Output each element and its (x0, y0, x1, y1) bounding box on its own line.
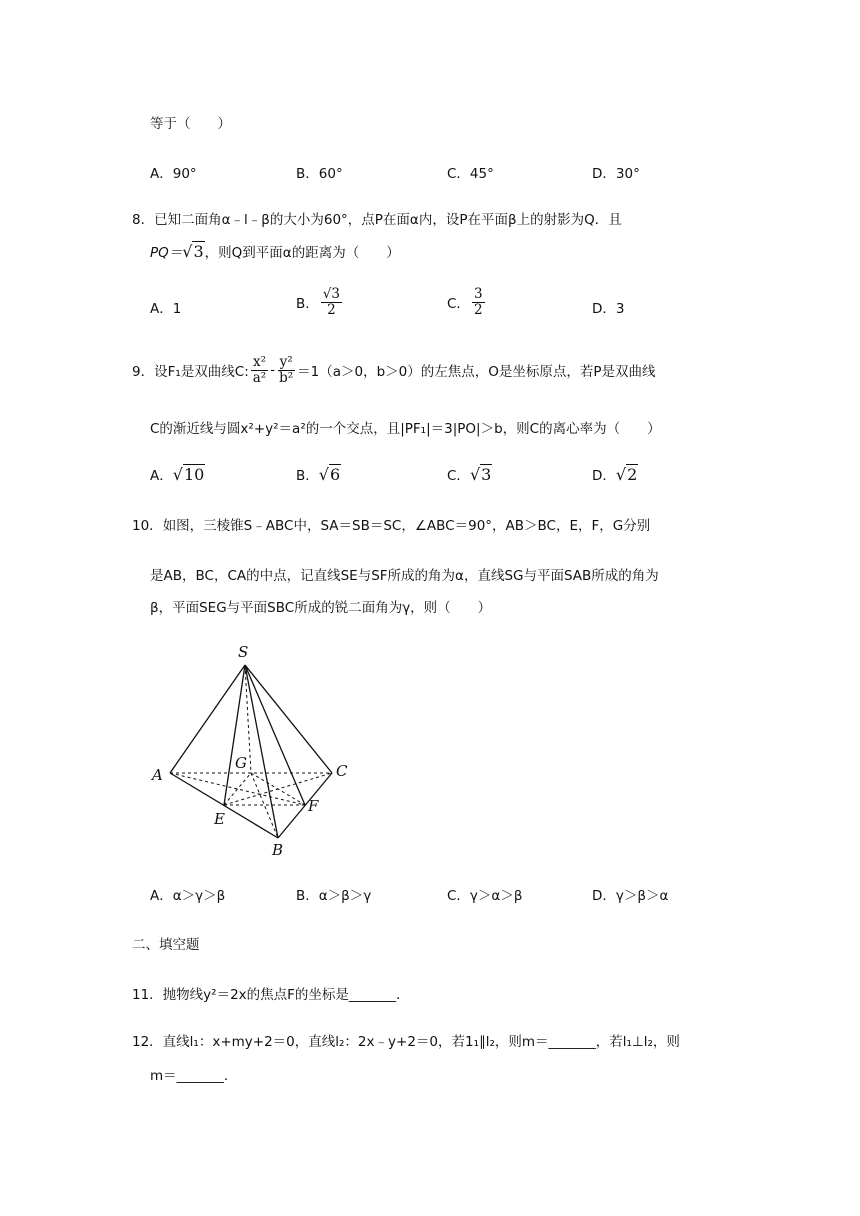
q8-option-c-label: C． (447, 296, 470, 313)
q9-option-d-sqrt: √2 (615, 465, 638, 484)
q9-option-b (296, 464, 341, 484)
q9-option-d-radicand: 2 (627, 465, 638, 484)
q8-line1 (132, 208, 622, 228)
q10-line1 (132, 514, 650, 534)
q8-option-b-num: √3 (322, 286, 340, 302)
q10-line3: β，平面SEG与平面SBC所成的锐二面角为γ，则（ ） (150, 600, 492, 616)
q9-option-c-sqrt: √3 (469, 465, 492, 484)
q11-line: 11．抛物线y²＝2x的焦点F的坐标是_______． (132, 987, 410, 1003)
q9-option-a-radicand: 10 (183, 465, 205, 484)
q9-line1 (132, 355, 656, 386)
q9-option-b-radicand: 6 (329, 465, 341, 484)
q9-option-d-label: D． (592, 468, 616, 484)
q8-text1: 已知二面角α﹣l﹣β的大小为60°，点P在面α内，设P在平面β上的射影为Q．且 (154, 212, 622, 228)
q7-tail: 等于（ ） (150, 116, 231, 132)
q9-option-a-sqrt: √10 (172, 465, 205, 484)
q8-option-b-den: 2 (327, 301, 336, 318)
q9-option-c-label: C． (447, 468, 470, 484)
q12-line2: m＝_______． (150, 1068, 238, 1084)
q9-text1-prefix: 设F₁是双曲线C: (154, 364, 249, 381)
q9-text1-suffix: ＝1（a＞0，b＞0）的左焦点，O是坐标原点，若P是双曲线 (297, 364, 656, 381)
q12-line1: 12．直线l₁：x+my+2＝0，直线l₂：2x﹣y+2＝0，若1₁∥l₂，则m＝_______，若l₁⊥l₂，则 (132, 1034, 680, 1050)
q10-option-d: D．γ＞β＞α (592, 888, 669, 904)
q7-option-a: A．90° (150, 166, 197, 182)
q9-frac-x-num: x² (252, 354, 266, 370)
q9-frac-x-den: a² (252, 369, 267, 386)
q9-option-a (150, 464, 205, 484)
q8-option-c-frac (472, 287, 485, 318)
q8-option-b-label: B． (296, 296, 319, 313)
q8-text2: ，则Q到平面α的距离为（ ） (204, 245, 400, 261)
q8-number: 8． (132, 212, 155, 228)
label-s: S (238, 643, 249, 661)
q10-number: 10． (132, 518, 163, 534)
q8-pq: PQ＝ (150, 245, 183, 261)
q9-frac-y (277, 355, 295, 386)
q8-option-b-frac (321, 287, 342, 318)
q8-option-a: A．1 (150, 301, 182, 317)
q9-option-b-sqrt: √6 (318, 465, 341, 484)
q7-option-c: C．45° (447, 166, 494, 182)
label-b: B (272, 841, 284, 859)
q9-number: 9． (132, 364, 155, 381)
edge-sa (170, 665, 245, 773)
q9-line2: C的渐近线与圆x²+y²＝a²的一个交点，且|PF₁|＝3|PO|＞b，则C的离心率为（ ） (150, 421, 661, 437)
edge-se (224, 665, 245, 805)
section-title: 二、填空题 (132, 937, 200, 953)
q10-option-b: B．α＞β＞γ (296, 888, 372, 904)
q9-option-a-label: A． (150, 468, 173, 484)
q9-frac-x (251, 355, 268, 386)
label-c: C (336, 762, 348, 780)
q9-option-c (447, 464, 492, 484)
q8-option-c (447, 287, 487, 318)
label-e: E (214, 810, 225, 828)
q8-sqrt-radicand: 3 (193, 242, 204, 261)
label-g: G (235, 754, 247, 772)
q7-option-b: B．60° (296, 166, 343, 182)
q9-option-c-radicand: 3 (481, 465, 492, 484)
q10-option-c: C．γ＞α＞β (447, 888, 523, 904)
q8-option-d: D．3 (592, 301, 625, 317)
q10-line2: 是AB，BC，CA的中点，记直线SE与SF所成的角为α，直线SG与平面SAB所成的角为 (150, 568, 659, 584)
q8-option-b (296, 287, 344, 318)
q10-text1: 如图，三棱锥S﹣ABC中，SA＝SB＝SC，∠ABC＝90°，AB＞BC，E，F，G分别 (162, 518, 651, 534)
q9-option-d (592, 464, 638, 484)
q10-option-a: A．α＞γ＞β (150, 888, 226, 904)
q8-option-c-num: 3 (473, 286, 483, 302)
label-f: F (308, 797, 319, 815)
q9-minus: - (270, 362, 276, 379)
q8-option-c-den: 2 (473, 301, 483, 318)
label-a: A (152, 766, 163, 784)
pyramid-figure (150, 635, 370, 860)
q9-frac-y-num: y² (279, 354, 293, 370)
q8-line2 (150, 241, 400, 261)
q8-sqrt: √3 (182, 242, 204, 261)
edge-sc (245, 665, 332, 773)
q7-option-d: D．30° (592, 166, 640, 182)
q9-frac-y-den: b² (279, 369, 294, 386)
q9-option-b-label: B． (296, 468, 319, 484)
